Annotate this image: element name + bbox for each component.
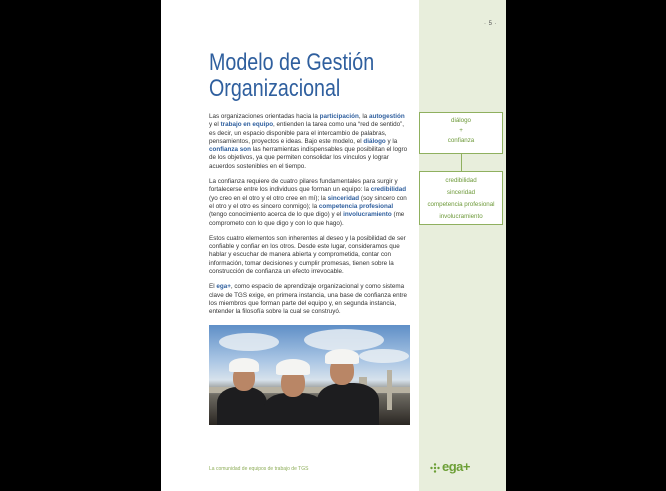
ega-logo: [430, 461, 490, 475]
body-text: [209, 113, 409, 324]
highlight: autogestión: [368, 113, 405, 120]
text: La confianza requiere de cuatro pilares fundamentales para surgir y fortalecerse entre los individuos que forman un equipo: la: [209, 178, 398, 194]
title-line-2: Organizacional: [209, 75, 341, 102]
title-line-1: Modelo de Gestión: [209, 49, 375, 76]
highlight: sinceridad: [327, 194, 360, 202]
paragraph-4: [209, 283, 409, 316]
highlight: ega+: [216, 283, 231, 291]
highlight: diálogo: [363, 137, 386, 145]
highlight: confianza son: [209, 146, 251, 154]
text: , como espacio de aprendizaje organizacional y como sistema clave de TGS exige, en primera instancia, una base de confianza entre los miembros que forman parte del equipo y, en segunda instancia, entender la filosofía sobre la cual se construyó.: [209, 283, 408, 316]
text: y la: [385, 137, 398, 145]
text: , la: [358, 113, 369, 120]
highlight: participación: [319, 113, 359, 120]
ega-dots-icon: [430, 463, 440, 473]
highlight: competencia profesional: [318, 202, 394, 210]
text: (me comprometo con lo que digo y con lo que hago).: [209, 211, 405, 227]
text: (soy sincero con el otro y el otro es sincero conmigo); la: [209, 194, 407, 210]
box-line: confianza: [447, 137, 475, 144]
text: Las organizaciones orientadas hacia la: [209, 113, 320, 120]
text: y el: [209, 121, 221, 129]
paragraph-1: [209, 113, 409, 171]
text: , entienden la tarea como una “red de sentido”, es decir, un espacio disponible para el intercambio de palabras, pensamientos, proyectos e ideas. Bajo este modelo, el: [209, 121, 404, 145]
text: (tengo conocimiento acerca de lo que digo) y el: [209, 211, 344, 219]
box-line: +: [459, 127, 463, 134]
sidebar-panel: [419, 0, 506, 491]
workers-photo: [209, 325, 410, 425]
dialogo-confianza-box: [419, 112, 503, 154]
box-connector: [461, 154, 462, 171]
highlight: credibilidad: [370, 186, 407, 194]
page-number: · 5 ·: [484, 21, 498, 27]
box-line: sinceridad: [446, 189, 476, 196]
text: El: [209, 283, 217, 291]
box-line: involucramiento: [439, 213, 483, 220]
box-line: credibilidad: [445, 177, 477, 184]
page-title: [209, 50, 374, 102]
box-line: competencia profesional: [427, 201, 495, 208]
logo-text: ega+: [442, 459, 470, 474]
footer-text: La comunidad de equipos de trabajo de TGS: [209, 466, 309, 472]
paragraph-2: [209, 178, 409, 228]
pillars-box: [419, 171, 503, 225]
highlight: trabajo en equipo: [220, 121, 274, 129]
text: (yo creo en el otro y el otro cree en mí); la: [209, 194, 328, 202]
highlight: involucramiento: [343, 211, 392, 219]
paragraph-3: Estos cuatro elementos son inherentes al deseo y la posibilidad de ser confiable y confiar en los otros. Desde este lugar, consideramos que hablar y escuchar de manera abierta y comprometida, contar con información, tomar decisiones y cumplir promesas, tienen sobre la construcción de confianza un efecto irrevocable.: [209, 234, 406, 276]
text: las herramientas indispensables que posibilitan el logro de los objetivos, ya que permiten consolidar los vínculos y lograr acuerdos sostenibles en el tiempo.: [209, 146, 408, 170]
box-line: diálogo: [451, 117, 471, 124]
